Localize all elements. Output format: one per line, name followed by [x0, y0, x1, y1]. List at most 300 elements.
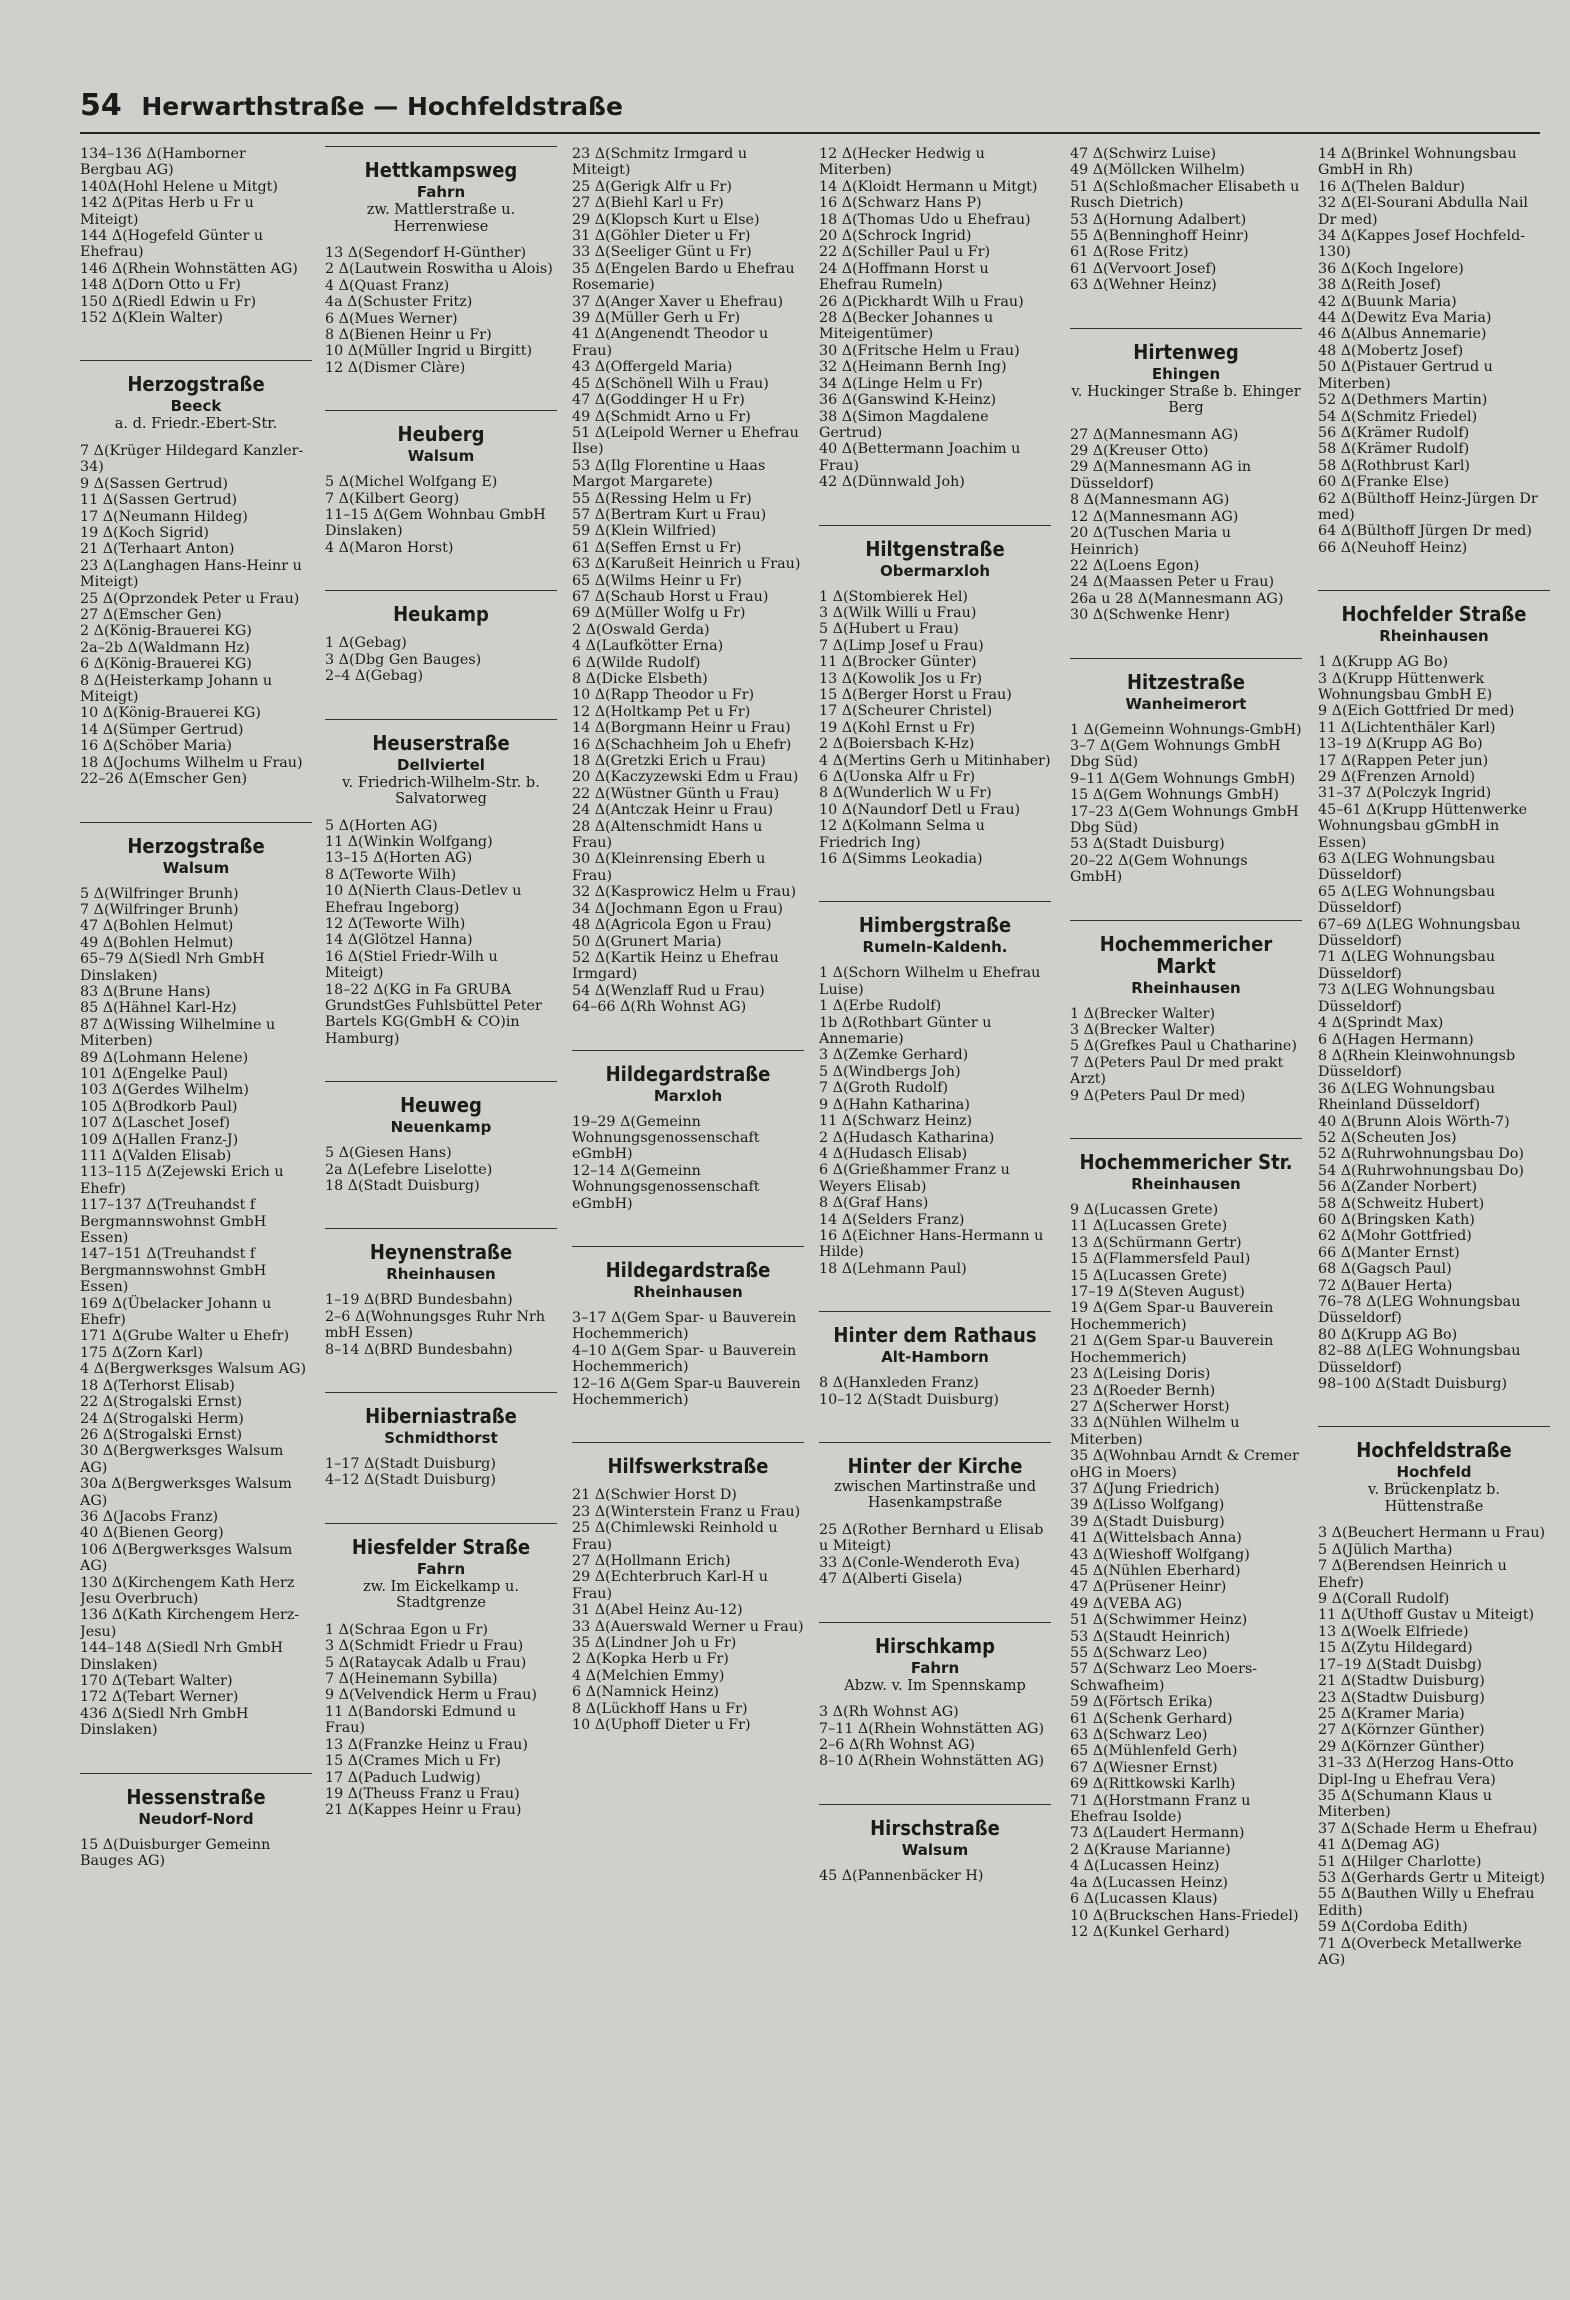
street-block	[80, 360, 312, 787]
district-label: Fahrn	[910, 1658, 960, 1677]
owner-entry: 47 Δ(Prüsener Heinr)	[1070, 1579, 1227, 1596]
owner-entry: 11 Δ(Lichtenthäler Karl)	[1318, 719, 1496, 736]
owner-entry: 7 Δ(Wilfringer Brunh)	[80, 901, 239, 918]
owner-entry: 43 Δ(Wieshoff Wolfgang)	[1070, 1546, 1250, 1563]
owner-entry: 4 Δ(Melchien Emmy)	[572, 1667, 725, 1684]
owner-entry: 32 Δ(Heimann Bernh Ing)	[819, 359, 1007, 376]
owner-entry: 26 Δ(Pickhardt Wilh u Frau)	[819, 293, 1024, 310]
owner-entry: 4 Δ(Hudasch Elisab)	[819, 1145, 968, 1162]
owner-entry: 73 Δ(LEG Wohnungsbau Düsseldorf)	[1318, 982, 1496, 1015]
district-label: Obermarxloh	[879, 561, 990, 580]
street-block	[80, 1773, 312, 1870]
owner-entry: 28 Δ(Altenschmidt Hans u Frau)	[572, 818, 763, 852]
owner-entry: 5 Δ(Wilfringer Brunh)	[80, 885, 239, 902]
street-block	[572, 1442, 804, 1733]
district-label: Ehingen	[1151, 364, 1221, 383]
directory-column	[1318, 146, 1550, 2276]
owner-entry: 2 Δ(Oswald Gerda)	[572, 621, 710, 638]
owner-entry: 89 Δ(Lohmann Helene)	[80, 1049, 249, 1066]
owner-entry: 33 Δ(Auerswald Werner u Frau)	[572, 1618, 804, 1635]
district-label: Alt-Hamborn	[881, 1348, 989, 1367]
owner-entry: 436 Δ(Siedl Nrh GmbH Dinslaken)	[80, 1705, 249, 1739]
street-heading: Heuweg	[325, 1081, 557, 1116]
owner-entry: 42 Δ(Dünnwald Joh)	[819, 474, 965, 491]
continued-entries	[572, 146, 804, 1016]
street-block	[1318, 590, 1550, 1392]
owner-entry: 3 Δ(Wilk Willi u Frau)	[819, 604, 977, 621]
owner-entry: 117–137 Δ(Treuhandst f Bergmannswohnst GmbH Essen)	[80, 1197, 267, 1247]
owner-entry: 13–19 Δ(Krupp AG Bo)	[1318, 736, 1483, 753]
owner-entry: 22 Δ(Loens Egon)	[1070, 557, 1200, 574]
owner-entry: 109 Δ(Hallen Franz-J)	[80, 1131, 239, 1148]
owner-entry: 9 Δ(Peters Paul Dr med)	[1070, 1087, 1246, 1104]
owner-entry: 136 Δ(Kath Kirchengem Herz-Jesu)	[80, 1607, 300, 1640]
owner-entry: 1 Δ(Brecker Walter)	[1070, 1005, 1216, 1022]
street-heading: Heuserstraße	[325, 719, 557, 754]
owner-entry: 53 Δ(Staudt Heinrich)	[1070, 1628, 1231, 1645]
heading-spacer	[572, 1106, 804, 1114]
street-heading: Hochfeldstraße	[1318, 1426, 1550, 1461]
owner-entry: 19 Δ(Koch Sigrid)	[80, 525, 209, 541]
district-label: Walsum	[162, 858, 230, 877]
district-label: Marxloh	[653, 1086, 723, 1105]
street-block	[1070, 328, 1302, 624]
owner-entry: 101 Δ(Engelke Paul)	[80, 1065, 229, 1082]
owner-entry: 35 Δ(Lindner Joh u Fr)	[572, 1635, 737, 1652]
owner-entry: 60 Δ(Franke Else)	[1318, 474, 1450, 491]
continued-entries	[1318, 146, 1550, 556]
owner-entry: 49 Δ(VEBA AG)	[1070, 1595, 1183, 1612]
owner-entry: 19 Δ(Theuss Franz u Frau)	[325, 1785, 520, 1802]
street-heading: Himbergstraße	[819, 901, 1051, 936]
owner-entry: 8 Δ(Teworte Wilh)	[325, 866, 457, 883]
owner-entry: 15 Δ(Flammersfeld Paul)	[1070, 1251, 1251, 1268]
directory-column	[325, 146, 557, 2276]
street-range: v. Brückenplatz b. Hüttenstraße	[1368, 1482, 1500, 1515]
owner-entry: 29 Δ(Klopsch Kurt u Else)	[572, 211, 760, 228]
owner-entry: 27 Δ(Hollmann Erich)	[572, 1553, 731, 1570]
owner-entry: 63 Δ(LEG Wohnungsbau Düsseldorf)	[1318, 851, 1496, 884]
owner-entry: 51 Δ(Schwimmer Heinz)	[1070, 1612, 1248, 1629]
street-block	[572, 1246, 804, 1408]
owner-entry: 13 Δ(Woelk Elfriede)	[1318, 1623, 1469, 1640]
owner-entry: 3 Δ(Schmidt Friedr u Frau)	[325, 1638, 524, 1655]
owner-entry: 5 Δ(Windbergs Joh)	[819, 1063, 961, 1080]
owner-entry: 30 Δ(Schwenke Henr)	[1070, 607, 1230, 624]
owner-entry: 16 Δ(Schöber Maria)	[80, 738, 232, 755]
owner-entry: 5 Δ(Jülich Martha)	[1318, 1541, 1453, 1558]
street-block	[325, 1228, 557, 1358]
owner-entry: 8–10 Δ(Rhein Wohnstätten AG)	[819, 1753, 1045, 1770]
street-block	[1070, 920, 1302, 1104]
street-block	[325, 146, 557, 376]
owner-entry: 150 Δ(Riedl Edwin u Fr)	[80, 293, 257, 310]
owner-entry: 40 Δ(Bettermann Joachim u Frau)	[819, 441, 1021, 474]
owner-entry: 14 Δ(Sümper Gertrud)	[80, 721, 244, 738]
owner-entry: 20 Δ(Schrock Ingrid)	[819, 228, 972, 245]
owner-entry: 52 Δ(Dethmers Martin)	[1318, 392, 1488, 409]
owner-entry: 14 Δ(Brinkel Wohnungsbau GmbH in Rh)	[1318, 146, 1517, 179]
owner-entry: 21 Δ(Schwier Horst D)	[572, 1487, 737, 1504]
owner-entry: 8–14 Δ(BRD Bundesbahn)	[325, 1341, 513, 1358]
street-block	[325, 1081, 557, 1194]
owner-entry: 80 Δ(Krupp AG Bo)	[1318, 1326, 1458, 1343]
owner-entry: 1 Δ(Krupp AG Bo)	[1318, 654, 1449, 671]
owner-entry: 16 Δ(Thelen Baldur)	[1318, 178, 1466, 195]
owner-entry: 13–15 Δ(Horten AG)	[325, 850, 473, 867]
owner-entry: 29 Δ(Kreuser Otto)	[1070, 443, 1209, 460]
owner-entry: 40 Δ(Bienen Georg)	[80, 1525, 224, 1542]
owner-entry: 16 Δ(Eichner Hans-Hermann u Hilde)	[819, 1227, 1044, 1261]
owner-entry: 65–79 Δ(Siedl Nrh GmbH Dinslaken)	[80, 951, 265, 984]
owner-entry: 8 Δ(Hanxleden Franz)	[819, 1375, 979, 1392]
owner-entry: 5 Δ(Michel Wolfgang E)	[325, 474, 498, 491]
owner-entry: 33 Δ(Nühlen Wilhelm u Miterben)	[1070, 1415, 1240, 1448]
owner-entry: 17 Δ(Neumann Hildeg)	[80, 508, 248, 525]
district-label: Rheinhausen	[633, 1282, 743, 1301]
owner-entry: 32 Δ(El-Sourani Abdulla Nail Dr med)	[1318, 195, 1528, 228]
heading-spacer	[819, 1367, 1051, 1375]
owner-entry: 14 Δ(Glötzel Hanna)	[325, 932, 473, 949]
street-heading: Herzogstraße	[80, 822, 312, 857]
owner-entry: 63 Δ(Karußeit Heinrich u Frau)	[572, 556, 801, 573]
owner-entry: 21 Δ(Stadtw Duisburg)	[1318, 1673, 1485, 1690]
district-label: Dellviertel	[397, 755, 485, 774]
owner-entry: 7–11 Δ(Rhein Wohnstätten AG)	[819, 1720, 1045, 1737]
owner-entry: 64 Δ(Bülthoff Jürgen Dr med)	[1318, 523, 1532, 540]
owner-entry: 51 Δ(Leipold Werner u Ehefrau Ilse)	[572, 424, 799, 458]
owner-entry: 82–88 Δ(LEG Wohnungsbau Düsseldorf)	[1318, 1343, 1521, 1376]
owner-entry: 37 Δ(Jung Friedrich)	[1070, 1480, 1220, 1497]
street-heading: Hitzestraße	[1070, 658, 1302, 693]
owner-entry: 15 Δ(Duisburger Gemeinn Bauges AG)	[80, 1836, 271, 1870]
owner-entry: 25 Δ(Kramer Maria)	[1318, 1705, 1465, 1722]
owner-entry: 14 Δ(Kloidt Hermann u Mitgt)	[819, 178, 1038, 195]
owner-entry: 1–19 Δ(BRD Bundesbahn)	[325, 1292, 513, 1309]
owner-entry: 17–19 Δ(Steven August)	[1070, 1284, 1245, 1301]
owner-entry: 18 Δ(Terhorst Elisab)	[80, 1377, 235, 1394]
owner-entry: 2–6 Δ(Rh Wohnst AG)	[819, 1736, 976, 1753]
district-label: Schmidthorst	[384, 1429, 498, 1448]
owner-entry: 7 Δ(Groth Rudolf)	[819, 1080, 949, 1097]
owner-entry: 12–16 Δ(Gem Spar-u Bauverein Hochemmerich)	[572, 1375, 801, 1408]
owner-entry: 35 Δ(Engelen Bardo u Ehefrau Rosemarie)	[572, 260, 795, 294]
owner-entry: 29 Δ(Echterbruch Karl-H u Frau)	[572, 1569, 768, 1602]
owner-entry: 6 Δ(Lucassen Klaus)	[1070, 1891, 1218, 1908]
owner-entry: 6 Δ(Hagen Hermann)	[1318, 1031, 1474, 1048]
owner-entry: 23 Δ(Schmitz Irmgard u Miteigt)	[572, 146, 748, 179]
owner-entry: 148 Δ(Dorn Otto u Fr)	[80, 277, 241, 294]
street-block	[819, 1442, 1051, 1588]
owner-entry: 7 Δ(Peters Paul Dr med prakt Arzt)	[1070, 1054, 1284, 1088]
owner-entry: 27 Δ(Mannesmann AG)	[1070, 426, 1239, 443]
owner-entry: 8 Δ(Heisterkamp Johann u Miteigt)	[80, 672, 273, 706]
owner-entry: 24 Δ(Hoffmann Horst u Ehefrau Rumeln)	[819, 260, 989, 294]
owner-entry: 3 Δ(Rh Wohnst AG)	[819, 1704, 959, 1721]
street-block	[325, 410, 557, 556]
continued-entries	[819, 146, 1051, 491]
street-range: zw. Im Eickelkamp u. Stadtgrenze	[362, 1578, 519, 1612]
heading-spacer	[325, 1284, 557, 1292]
heading-spacer	[1070, 714, 1302, 722]
district-label: Rheinhausen	[386, 1265, 496, 1284]
heading-spacer	[325, 1137, 557, 1145]
owner-entry: 4 Δ(Maron Horst)	[325, 539, 454, 556]
street-block	[819, 1622, 1051, 1770]
owner-entry: 29 Δ(Mannesmann AG in Düsseldorf)	[1070, 459, 1252, 492]
district-label: Neudorf-Nord	[138, 1809, 254, 1828]
owner-entry: 3 Δ(Brecker Walter)	[1070, 1022, 1216, 1038]
owner-entry: 29 Δ(Körnzer Günther)	[1318, 1738, 1485, 1755]
owner-entry: 24 Δ(Strogalski Herm)	[80, 1410, 244, 1427]
owner-entry: 30a Δ(Bergwerksges Walsum AG)	[80, 1476, 292, 1509]
owner-entry: 15 Δ(Crames Mich u Fr)	[325, 1753, 501, 1770]
street-heading: Hiesfelder Straße	[325, 1523, 557, 1558]
heading-spacer	[819, 957, 1051, 965]
owner-entry: 41 Δ(Wittelsbach Anna)	[1070, 1530, 1242, 1547]
owner-entry: 144–148 Δ(Siedl Nrh GmbH Dinslaken)	[80, 1640, 283, 1673]
owner-entry: 46 Δ(Albus Annemarie)	[1318, 326, 1487, 343]
owner-entry: 10–12 Δ(Stadt Duisburg)	[819, 1391, 999, 1408]
heading-spacer	[1070, 1194, 1302, 1202]
owner-entry: 23 Δ(Roeder Bernh)	[1070, 1382, 1216, 1399]
owner-entry: 33 Δ(Seeliger Günt u Fr)	[572, 244, 752, 261]
owner-entry: 20 Δ(Kaczyzewski Edm u Frau)	[572, 769, 799, 786]
owner-entry: 65 Δ(LEG Wohnungsbau Düsseldorf)	[1318, 883, 1496, 917]
owner-entry: 61 Δ(Rose Fritz)	[1070, 244, 1189, 261]
district-label: Hochfeld	[1396, 1463, 1472, 1482]
district-label: Beeck	[170, 397, 222, 416]
street-range: zw. Mattlerstraße u. Herrenwiese	[366, 202, 516, 235]
owner-entry: 2–4 Δ(Gebag)	[325, 668, 424, 685]
directory-column	[819, 146, 1051, 2276]
owner-entry: 18 Δ(Stadt Duisburg)	[325, 1178, 480, 1194]
owner-entry: 4 Δ(Quast Franz)	[325, 277, 450, 294]
street-heading: Hinter dem Rathaus	[819, 1311, 1051, 1346]
owner-entry: 6 Δ(Wilde Rudolf)	[572, 654, 701, 671]
owner-entry: 54 Δ(Schmitz Friedel)	[1318, 408, 1478, 425]
owner-entry: 10 Δ(König-Brauerei KG)	[80, 705, 261, 722]
street-range: Abzw. v. Im Spennskamp	[844, 1677, 1026, 1694]
owner-entry: 51 Δ(Schloßmacher Elisabeth u Rusch Dietrich)	[1070, 178, 1300, 212]
owner-entry: 72 Δ(Bauer Herta)	[1318, 1277, 1453, 1294]
owner-entry: 52 Δ(Scheuten Jos)	[1318, 1129, 1457, 1146]
owner-entry: 50 Δ(Grunert Maria)	[572, 933, 722, 950]
owner-entry: 2 Δ(Hudasch Katharina)	[819, 1129, 995, 1146]
street-range: v. Friedrich-Wilhelm-Str. b. Salvatorweg	[342, 774, 540, 807]
district-label: Walsum	[901, 1840, 969, 1859]
owner-entry: 13 Δ(Segendorf H-Günther)	[325, 245, 527, 261]
owner-entry: 106 Δ(Bergwerksges Walsum AG)	[80, 1541, 293, 1575]
owner-entry: 9 Δ(Hahn Katharina)	[819, 1096, 970, 1113]
owner-entry: 68 Δ(Gagsch Paul)	[1318, 1261, 1452, 1278]
street-range: zwischen Martinstraße und Hasenkampstraße	[833, 1478, 1037, 1512]
owner-entry: 12 Δ(Kolmann Selma u Friedrich Ing)	[819, 818, 985, 851]
owner-entry: 45 Δ(Nühlen Eberhard)	[1070, 1562, 1241, 1579]
owner-entry: 43 Δ(Offergeld Maria)	[572, 359, 733, 376]
street-heading: Herzogstraße	[80, 360, 312, 395]
owner-entry: 19 Δ(Kohl Ernst u Fr)	[819, 719, 976, 736]
owner-entry: 53 Δ(Ilg Florentine u Haas Margot Margarete)	[572, 457, 766, 491]
owner-entry: 3–7 Δ(Gem Wohnungs GmbH Dbg Süd)	[1070, 737, 1281, 771]
owner-entry: 2 Δ(Boiersbach K-Hz)	[819, 736, 975, 753]
district-label: Wanheimerort	[1125, 694, 1247, 713]
owner-entry: 25 Δ(Rother Bernhard u Elisab u Miteigt)	[819, 1521, 1044, 1555]
owner-entry: 2a–2b Δ(Waldmann Hz)	[80, 639, 250, 656]
owner-entry: 34 Δ(Kappes Josef Hochfeld-130)	[1318, 228, 1526, 261]
owner-entry: 144 Δ(Hogefeld Günter u Ehefrau)	[80, 228, 264, 261]
street-block	[325, 1392, 557, 1489]
heading-spacer	[80, 878, 312, 886]
owner-entry: 4 Δ(Laufkötter Erna)	[572, 638, 724, 655]
heading-spacer	[325, 627, 557, 635]
owner-entry: 18 Δ(Jochums Wilhelm u Frau)	[80, 754, 303, 771]
street-heading: Hirschkamp	[819, 1622, 1051, 1657]
owner-entry: 31 Δ(Abel Heinz Au-12)	[572, 1602, 743, 1619]
owner-entry: 63 Δ(Wehner Heinz)	[1070, 277, 1217, 294]
owner-entry: 12 Δ(Teworte Wilh)	[325, 915, 466, 932]
owner-entry: 26 Δ(Strogalski Ernst)	[80, 1426, 243, 1443]
owner-entry: 48 Δ(Agricola Egon u Frau)	[572, 917, 772, 934]
owner-entry: 13 Δ(Kowolik Jos u Fr)	[819, 670, 983, 687]
owner-entry: 61 Δ(Schenk Gerhard)	[1070, 1710, 1233, 1727]
owner-entry: 8 Δ(Graf Hans)	[819, 1195, 929, 1212]
owner-entry: 172 Δ(Tebart Werner)	[80, 1689, 239, 1706]
owner-entry: 4 Δ(Mertins Gerh u Mitinhaber)	[819, 752, 1051, 769]
owner-entry: 57 Δ(Bertram Kurt u Frau)	[572, 506, 767, 523]
heading-spacer	[819, 1860, 1051, 1868]
owner-entry: 87 Δ(Wissing Wilhelmine u Miterben)	[80, 1016, 276, 1050]
owner-entry: 29 Δ(Frenzen Arnold)	[1318, 769, 1476, 785]
owner-entry: 18–22 Δ(KG in Fa GRUBA GrundstGes Fuhlsbüttel Peter Bartels KG(GmbH & CO)in Hamburg)	[325, 981, 542, 1047]
owner-entry: 60 Δ(Bringsken Kath)	[1318, 1211, 1475, 1228]
owner-entry: 16 Δ(Stiel Friedr-Wilh u Miteigt)	[325, 948, 498, 982]
owner-entry: 40 Δ(Brunn Alois Wörth-7)	[1318, 1113, 1510, 1130]
owner-entry: 13 Δ(Schürmann Gertr)	[1070, 1234, 1242, 1251]
owner-entry: 56 Δ(Zander Norbert)	[1318, 1179, 1478, 1196]
street-range: a. d. Friedr.-Ebert-Str.	[114, 416, 278, 433]
street-heading: Hinter der Kirche	[819, 1442, 1051, 1477]
owner-entry: 12–14 Δ(Gemeinn Wohnungsgenossenschaft eGmbH)	[572, 1162, 760, 1212]
owner-entry: 11 Δ(Winkin Wolfgang)	[325, 833, 493, 850]
owner-entry: 19–29 Δ(Gemeinn Wohnungsgenossenschaft eGmbH)	[572, 1113, 760, 1163]
owner-entry: 42 Δ(Buunk Maria)	[1318, 293, 1457, 310]
street-heading: Heuberg	[325, 410, 557, 445]
owner-entry: 22 Δ(Schiller Paul u Fr)	[819, 244, 991, 261]
owner-entry: 23 Δ(Langhagen Hans-Heinr u Miteigt)	[80, 557, 302, 591]
owner-entry: 3–17 Δ(Gem Spar- u Bauverein Hochemmerich)	[572, 1309, 797, 1343]
owner-entry: 83 Δ(Brune Hans)	[80, 983, 211, 1000]
owner-entry: 45 Δ(Schönell Wilh u Frau)	[572, 375, 769, 392]
owner-entry: 65 Δ(Wilms Heinr u Fr)	[572, 572, 742, 589]
owner-entry: 6 Δ(Grießhammer Franz u Weyers Elisab)	[819, 1162, 1010, 1195]
owner-entry: 49 Δ(Bohlen Helmut)	[80, 934, 234, 951]
owner-entry: 3 Δ(Dbg Gen Bauges)	[325, 651, 482, 668]
owner-entry: 38 Δ(Reith Josef)	[1318, 277, 1441, 294]
owner-entry: 31–33 Δ(Herzog Hans-Otto Dipl-Ing u Ehefrau Vera)	[1318, 1755, 1514, 1788]
street-block	[325, 590, 557, 684]
owner-entry: 35 Δ(Wohnbau Arndt & Cremer oHG in Moers)	[1070, 1448, 1299, 1481]
owner-entry: 134–136 Δ(Hamborner Bergbau AG)	[80, 146, 246, 179]
owner-entry: 27 Δ(Emscher Gen)	[80, 607, 222, 624]
owner-entry: 41 Δ(Angenendt Theodor u Frau)	[572, 326, 769, 359]
owner-entry: 12 Δ(Dismer Clàre)	[325, 359, 466, 376]
heading-spacer	[1070, 998, 1302, 1006]
owner-entry: 1 Δ(Erbe Rudolf)	[819, 998, 942, 1015]
street-block	[1070, 658, 1302, 886]
street-heading: Hochemmericher Str.	[1070, 1138, 1302, 1173]
owner-entry: 6 Δ(Uonska Alfr u Fr)	[819, 769, 976, 785]
owner-entry: 1 Δ(Stombierek Hel)	[819, 588, 969, 605]
owner-entry: 2 Δ(Krause Marianne)	[1070, 1841, 1231, 1858]
owner-entry: 12 Δ(Kunkel Gerhard)	[1070, 1923, 1230, 1940]
owner-entry: 15 Δ(Zytu Hildegard)	[1318, 1640, 1473, 1657]
owner-entry: 56 Δ(Krämer Rudolf)	[1318, 424, 1470, 441]
owner-entry: 66 Δ(Manter Ernst)	[1318, 1244, 1460, 1261]
owner-entry: 47 Δ(Schwirz Luise)	[1070, 146, 1217, 162]
owner-entry: 30 Δ(Bergwerksges Walsum AG)	[80, 1443, 284, 1476]
owner-entry: 8 Δ(Rhein Kleinwohnungsb Düsseldorf)	[1318, 1047, 1516, 1081]
owner-entry: 64–66 Δ(Rh Wohnst AG)	[572, 999, 747, 1016]
owner-entry: 10 Δ(Uphoff Dieter u Fr)	[572, 1717, 751, 1734]
owner-entry: 59 Δ(Förtsch Erika)	[1070, 1694, 1213, 1711]
owner-entry: 7 Δ(Krüger Hildegard Kanzler-34)	[80, 442, 304, 476]
owner-entry: 61 Δ(Vervoort Josef)	[1070, 260, 1217, 277]
owner-entry: 11 Δ(Bandorski Edmund u Frau)	[325, 1703, 517, 1737]
street-heading: Hirschstraße	[819, 1804, 1051, 1839]
owner-entry: 8 Δ(Mannesmann AG)	[1070, 492, 1230, 509]
district-label: Fahrn	[416, 1559, 466, 1578]
owner-entry: 12 Δ(Holtkamp Pet u Fr)	[572, 703, 751, 720]
street-heading: Hettkampsweg	[325, 146, 557, 181]
street-block	[819, 1804, 1051, 1884]
owner-entry: 11–15 Δ(Gem Wohnbau GmbH Dinslaken)	[325, 507, 546, 540]
owner-entry: 5 Δ(Horten AG)	[325, 817, 438, 834]
owner-entry: 8 Δ(Lückhoff Hans u Fr)	[572, 1700, 748, 1717]
directory-column	[572, 146, 804, 2276]
owner-entry: 1 Δ(Schorn Wilhelm u Ehefrau Luise)	[819, 965, 1041, 998]
owner-entry: 36 Δ(Ganswind K-Heinz)	[819, 392, 997, 409]
owner-entry: 105 Δ(Brodkorb Paul)	[80, 1098, 238, 1115]
street-block	[572, 1050, 804, 1212]
owner-entry: 69 Δ(Müller Wolfg u Fr)	[572, 605, 746, 622]
owner-entry: 14 Δ(Selders Franz)	[819, 1211, 965, 1228]
owner-entry: 7 Δ(Berendsen Heinrich u Ehefr)	[1318, 1558, 1507, 1591]
owner-entry: 34 Δ(Linge Helm u Fr)	[819, 375, 983, 392]
owner-entry: 23 Δ(Stadtw Duisburg)	[1318, 1689, 1485, 1706]
owner-entry: 85 Δ(Hähnel Karl-Hz)	[80, 1000, 237, 1017]
owner-entry: 53 Δ(Hornung Adalbert)	[1070, 211, 1247, 228]
continued-entries	[80, 146, 312, 326]
owner-entry: 69 Δ(Rittkowski Karlh)	[1070, 1776, 1236, 1793]
owner-entry: 21 Δ(Gem Spar-u Bauverein Hochemmerich)	[1070, 1333, 1274, 1366]
owner-entry: 8 Δ(Wunderlich W u Fr)	[819, 785, 992, 802]
owner-entry: 44 Δ(Dewitz Eva Maria)	[1318, 310, 1492, 327]
owner-entry: 170 Δ(Tebart Walter)	[80, 1673, 233, 1689]
owner-entry: 36 Δ(LEG Wohnungsbau Rheinland Düsseldorf)	[1318, 1080, 1496, 1114]
street-block	[819, 525, 1051, 868]
owner-entry: 2a Δ(Lefebre Liselotte)	[325, 1161, 493, 1178]
owner-entry: 36 Δ(Jacobs Franz)	[80, 1508, 219, 1525]
owner-entry: 41 Δ(Demag AG)	[1318, 1837, 1440, 1854]
owner-entry: 113–115 Δ(Zejewski Erich u Ehefr)	[80, 1164, 284, 1197]
street-block	[325, 1523, 557, 1819]
continued-entries	[1070, 146, 1302, 294]
owner-entry: 26a u 28 Δ(Mannesmann AG)	[1070, 590, 1284, 607]
owner-entry: 4–12 Δ(Stadt Duisburg)	[325, 1472, 496, 1489]
owner-entry: 10 Δ(Naundorf Detl u Frau)	[819, 801, 1021, 818]
owner-entry: 18 Δ(Gretzki Erich u Frau)	[572, 753, 766, 770]
